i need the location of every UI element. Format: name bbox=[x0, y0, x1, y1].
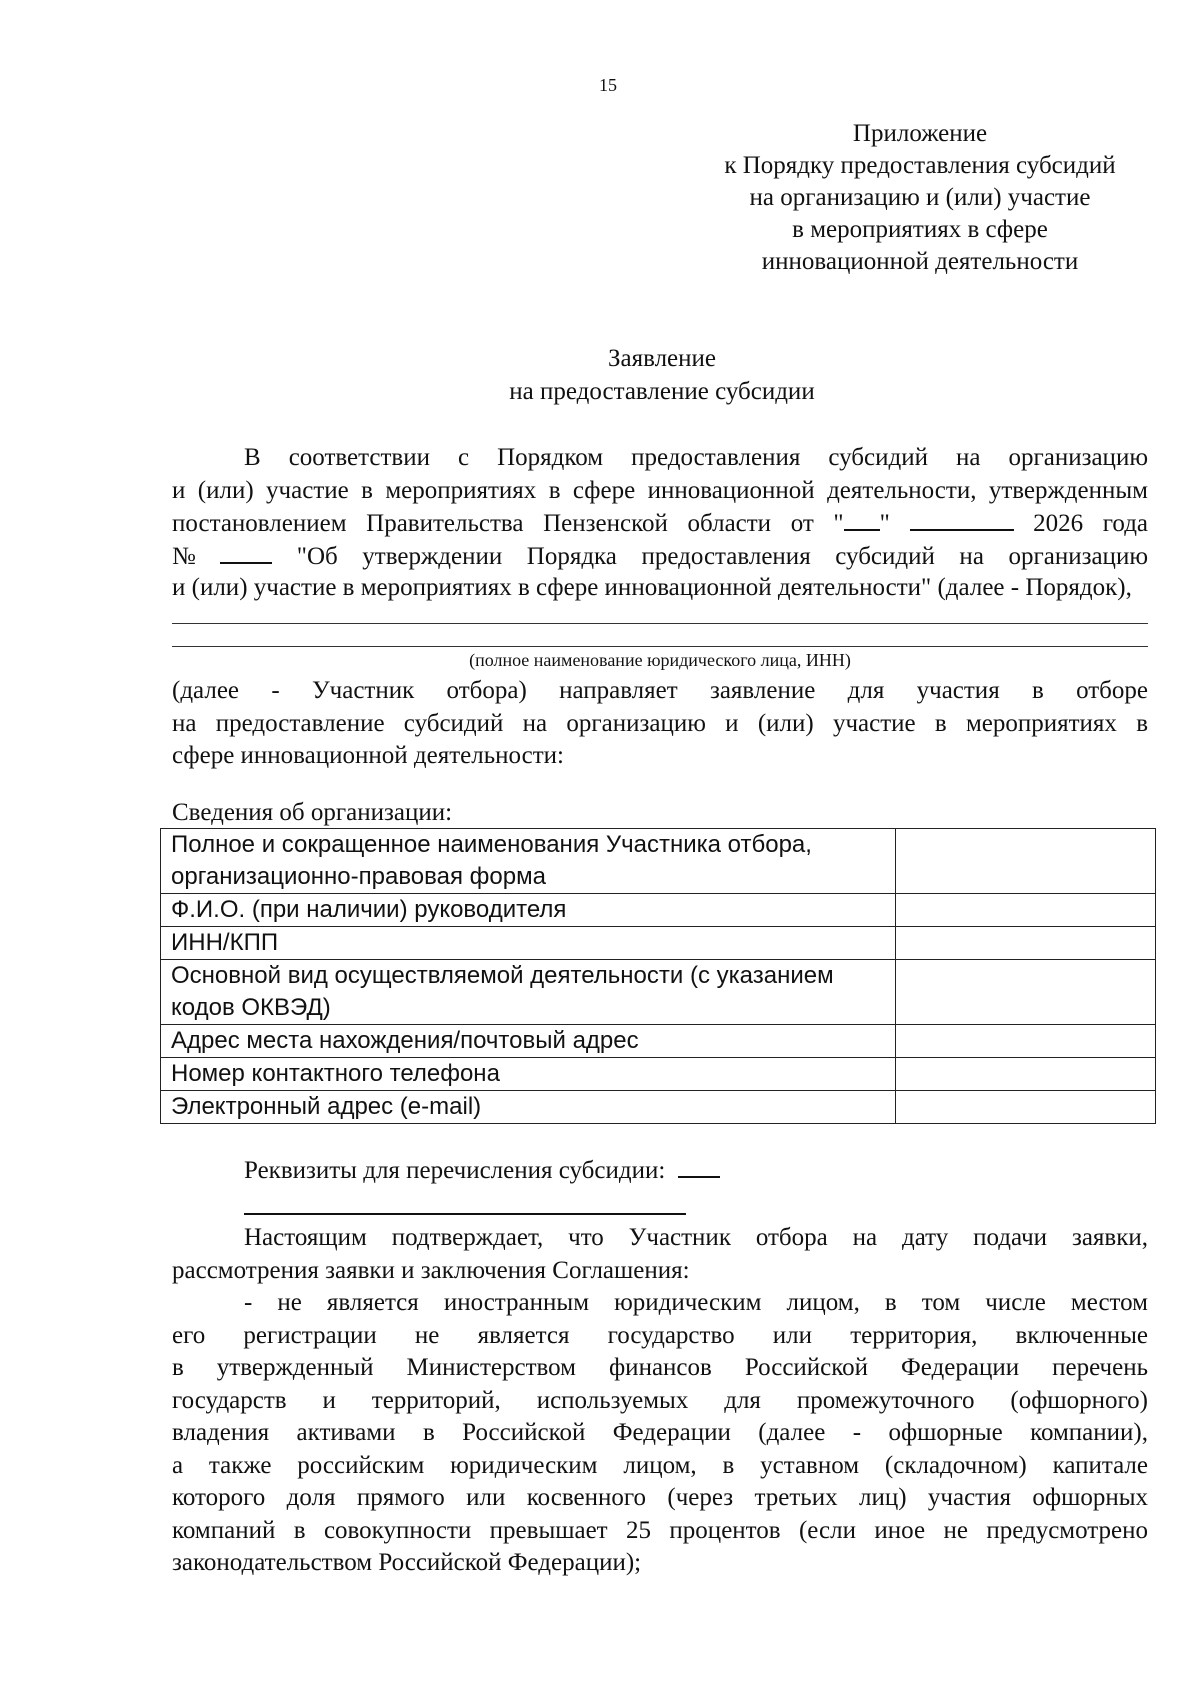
org-name-label: Полное и сокращенное наименования Участника отбора, организационно-правовая форма bbox=[161, 829, 896, 894]
intro-line-number bbox=[172, 540, 1148, 573]
director-name-label: Ф.И.О. (при наличии) руководителя bbox=[161, 894, 896, 927]
confirmation-line: а также российским юридическим лицом, в уставном (складочном) капитале bbox=[172, 1451, 1148, 1479]
requisites-blank[interactable] bbox=[678, 1154, 720, 1178]
table-row bbox=[161, 829, 1156, 894]
confirmation-line: - не является иностранным юридическим лицом, в том числе местом bbox=[244, 1289, 1148, 1316]
org-info-table bbox=[160, 828, 1156, 1124]
page-number: 15 bbox=[599, 75, 617, 95]
day-blank[interactable] bbox=[844, 507, 880, 531]
legal-entity-caption: (полное наименование юридического лица, ИНН) bbox=[469, 650, 851, 670]
confirmation-paragraph bbox=[172, 1222, 1148, 1580]
title-line-2: на предоставление субсидии bbox=[509, 378, 815, 405]
confirmation-line: компаний в совокупности превышает 25 процентов (если иное не предусмотрено bbox=[172, 1516, 1148, 1544]
intro-line: и (или) участие в мероприятиях в сфере инновационной деятельности, утвержденным bbox=[172, 476, 1148, 504]
table-row bbox=[161, 1058, 1156, 1091]
requisites-rule[interactable] bbox=[244, 1213, 686, 1215]
table-row bbox=[161, 1091, 1156, 1124]
director-name-value[interactable] bbox=[896, 894, 1156, 927]
table-row bbox=[161, 960, 1156, 1025]
table-row bbox=[161, 927, 1156, 960]
address-label: Адрес места нахождения/почтовый адрес bbox=[161, 1025, 896, 1058]
confirmation-line: Настоящим подтверждает, что Участник отбора на дату подачи заявки, bbox=[244, 1224, 1148, 1251]
appendix-header bbox=[690, 118, 1150, 278]
table-row bbox=[161, 1025, 1156, 1058]
activity-value[interactable] bbox=[896, 960, 1156, 1025]
number-blank[interactable] bbox=[220, 540, 272, 564]
intro-text: "Об утверждении Порядка предоставления субсидий на организацию bbox=[296, 542, 1148, 570]
appendix-line: к Порядку предоставления субсидий bbox=[724, 152, 1116, 179]
number-sign: № bbox=[172, 542, 215, 570]
activity-label: Основной вид осуществляемой деятельности (с указанием кодов ОКВЭД) bbox=[161, 960, 896, 1025]
participant-line: (далее - Участник отбора) направляет заявление для участия в отборе bbox=[172, 677, 1148, 704]
intro-text: " bbox=[879, 510, 890, 537]
legal-entity-line-1[interactable] bbox=[172, 623, 1148, 624]
appendix-line: в мероприятиях в сфере bbox=[792, 216, 1048, 243]
participant-line: сфере инновационной деятельности: bbox=[172, 742, 564, 769]
confirmation-line: владения активами в Российской Федерации (далее - офшорные компании), bbox=[172, 1419, 1148, 1446]
month-blank[interactable] bbox=[910, 507, 1014, 531]
confirmation-line: рассмотрения заявки и заключения Соглашения: bbox=[172, 1256, 690, 1284]
intro-text: постановлением Правительства Пензенской области от " bbox=[172, 510, 844, 537]
appendix-line: Приложение bbox=[852, 120, 988, 147]
intro-paragraph bbox=[172, 442, 1148, 605]
legal-entity-line-2[interactable] bbox=[172, 646, 1148, 647]
inn-kpp-label: ИНН/КПП bbox=[161, 927, 896, 960]
title-line-1: Заявление bbox=[607, 345, 717, 372]
org-name-value[interactable] bbox=[896, 829, 1156, 894]
confirmation-line: его регистрации не является государство или территория, включенные bbox=[172, 1321, 1148, 1349]
phone-value[interactable] bbox=[896, 1058, 1156, 1091]
confirmation-line: которого доля прямого или косвенного (через третьих лиц) участия офшорных bbox=[172, 1484, 1148, 1511]
org-info-caption: Сведения об организации: bbox=[172, 799, 453, 826]
appendix-line: инновационной деятельности bbox=[761, 248, 1079, 275]
intro-line: и (или) участие в мероприятиях в сфере инновационной деятельности" (далее - Порядок), bbox=[172, 574, 1132, 601]
address-value[interactable] bbox=[896, 1025, 1156, 1058]
appendix-line: на организацию и (или) участие bbox=[749, 184, 1091, 211]
inn-kpp-value[interactable] bbox=[896, 927, 1156, 960]
email-label: Электронный адрес (e-mail) bbox=[161, 1091, 896, 1124]
participant-paragraph bbox=[172, 675, 1148, 773]
requisites-line bbox=[244, 1154, 720, 1187]
confirmation-line: законодательством Российской Федерации); bbox=[172, 1549, 642, 1576]
requisites-label: Реквизиты для перечисления субсидии: bbox=[244, 1157, 666, 1184]
phone-label: Номер контактного телефона bbox=[161, 1058, 896, 1091]
email-value[interactable] bbox=[896, 1091, 1156, 1124]
confirmation-line: в утвержденный Министерством финансов Российской Федерации перечень bbox=[172, 1354, 1148, 1381]
document-title bbox=[0, 342, 1200, 408]
intro-line-date bbox=[172, 507, 1148, 540]
table-row bbox=[161, 894, 1156, 927]
intro-line: В соответствии с Порядком предоставления субсидий на организацию bbox=[244, 444, 1148, 471]
participant-line: на предоставление субсидий на организацию и (или) участие в мероприятиях в bbox=[172, 709, 1148, 737]
confirmation-line: государств и территорий, используемых для промежуточного (офшорного) bbox=[172, 1386, 1148, 1414]
intro-text: 2026 года bbox=[1033, 510, 1149, 537]
